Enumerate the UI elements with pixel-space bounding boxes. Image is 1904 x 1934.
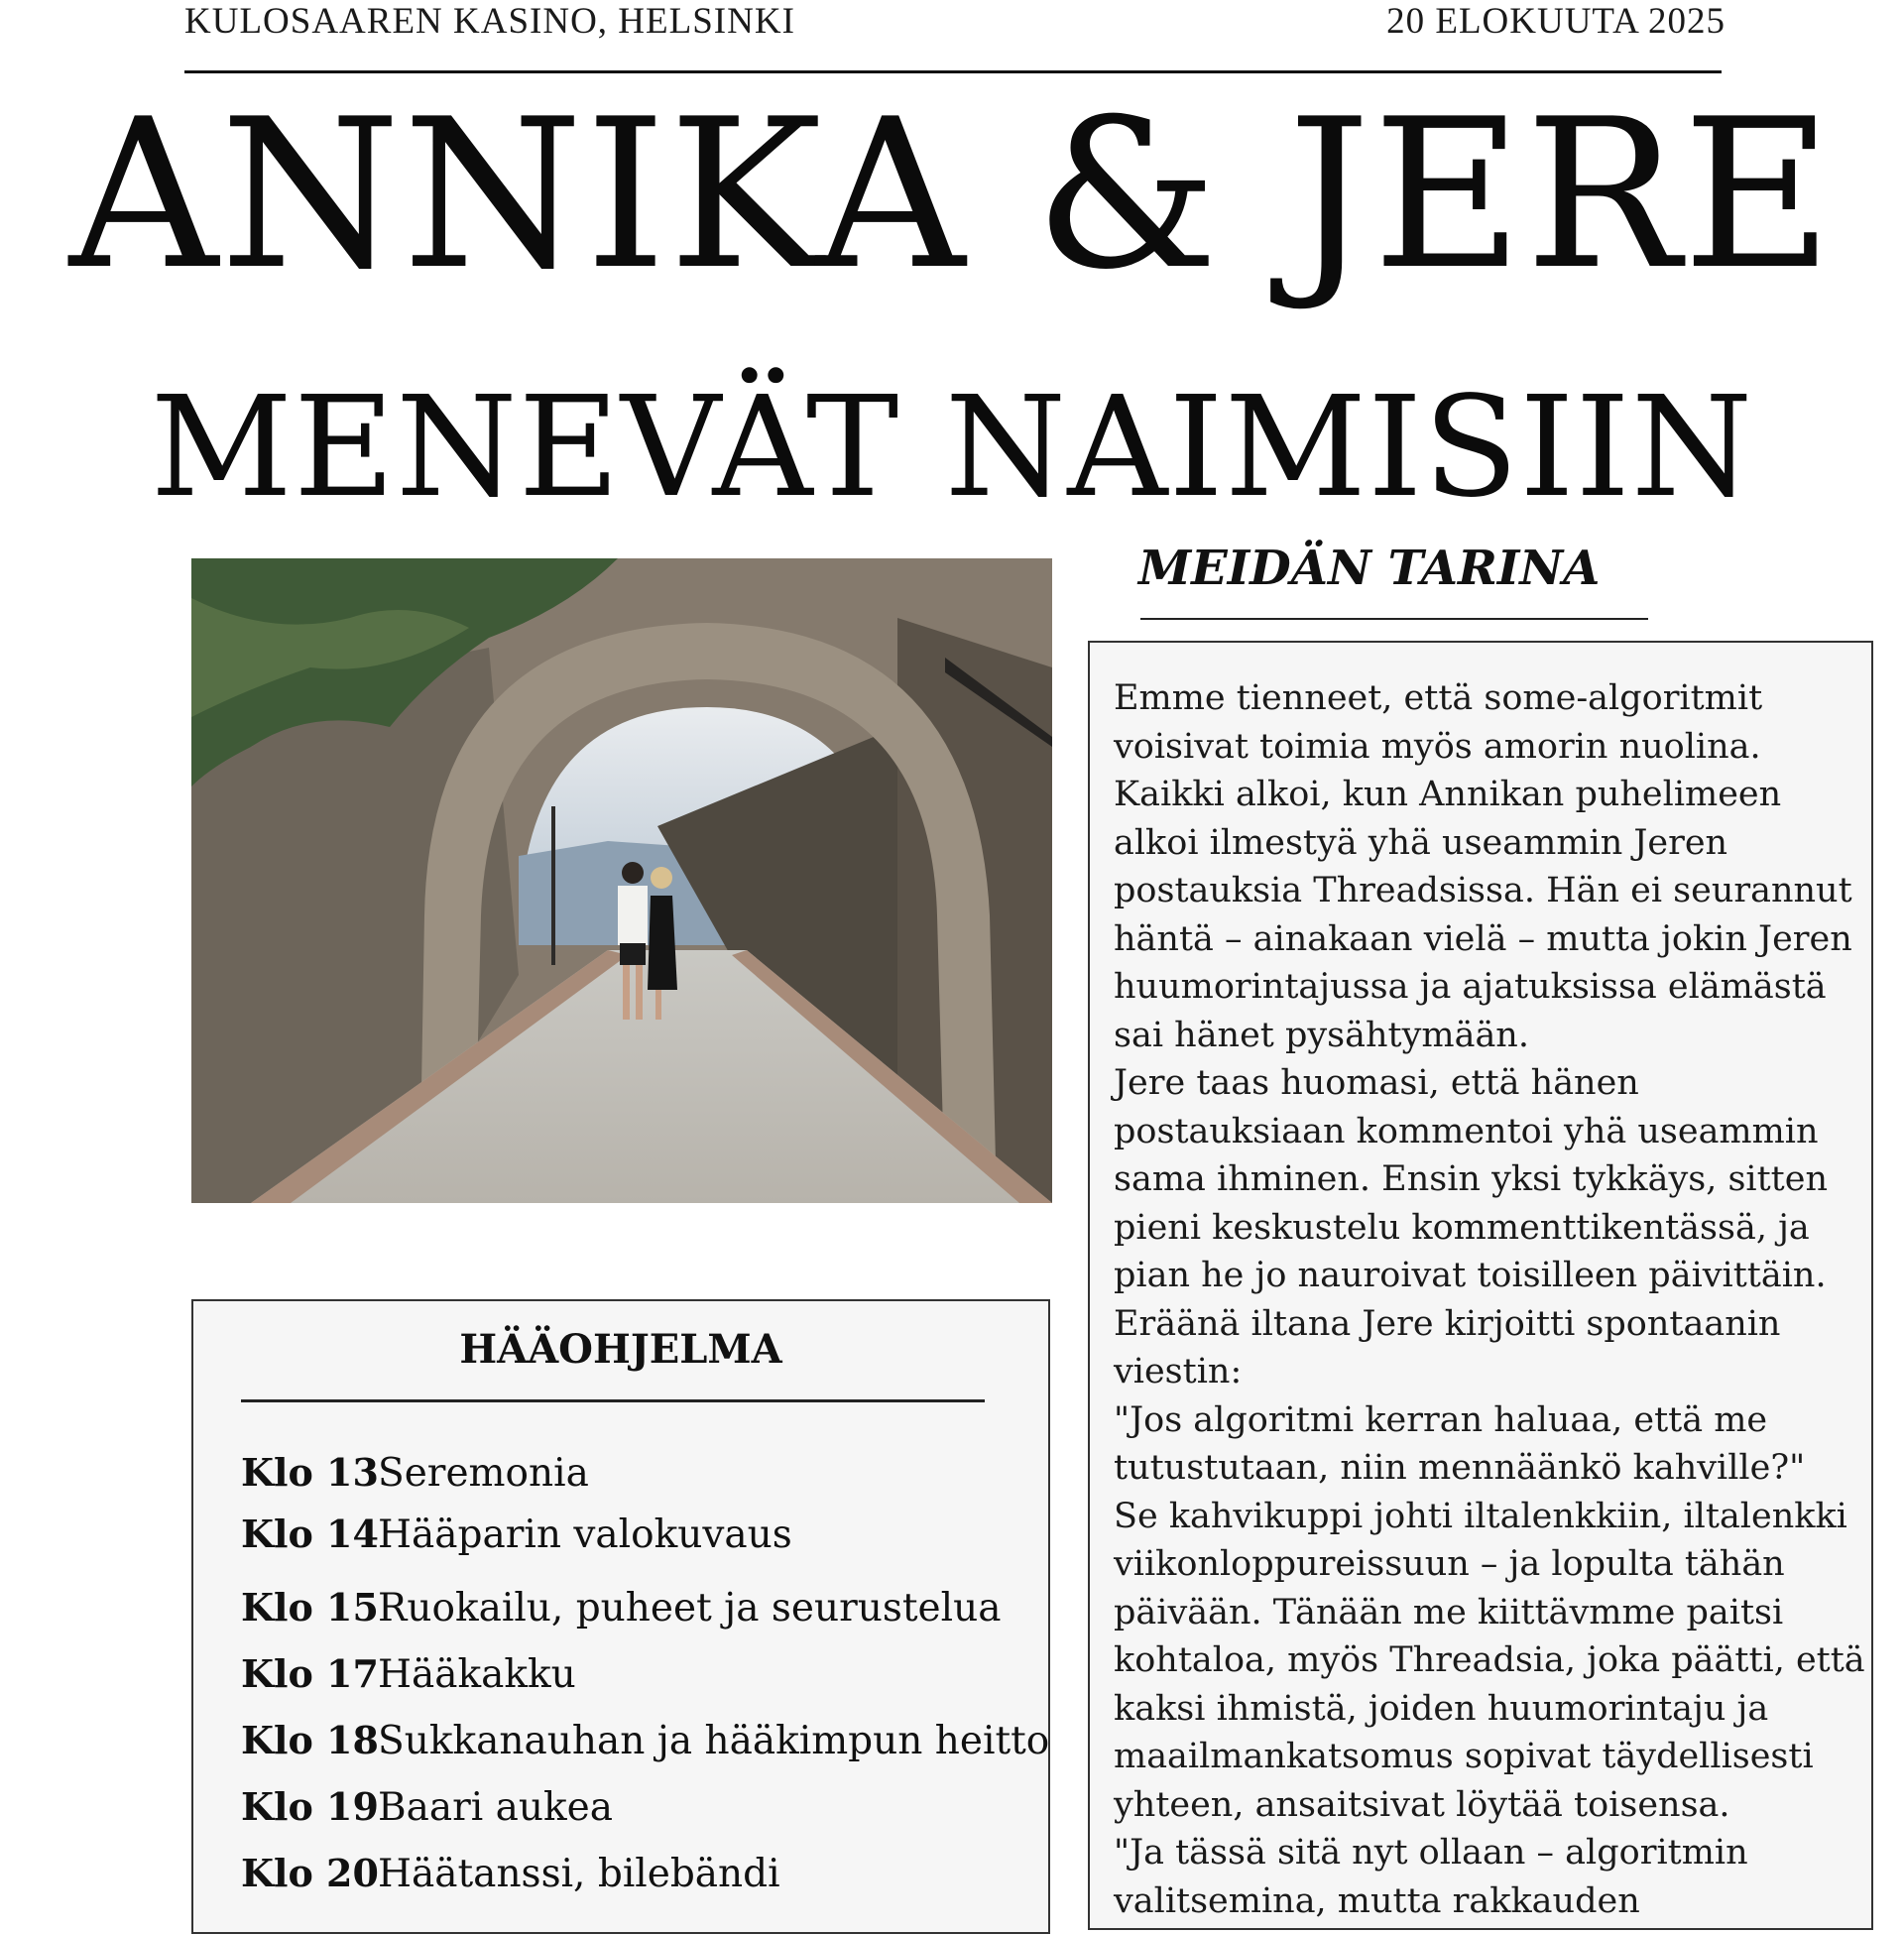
program-event: Häätanssi, bilebändi (378, 1852, 780, 1896)
top-divider (184, 70, 1722, 73)
program-event: Hääparin valokuvaus (378, 1512, 792, 1557)
program-time: Klo 13 (241, 1450, 379, 1495)
program-time: Klo 20 (241, 1851, 379, 1895)
story-paragraph: Eräänä iltana Jere kirjoitti spontaanin viestin: (1114, 1303, 1781, 1391)
story-text (1114, 674, 1867, 1925)
program-time: Klo 15 (241, 1585, 379, 1630)
couple-photo (191, 558, 1052, 1203)
headline-subtitle: MENEVÄT NAIMISIIN (150, 367, 1754, 529)
program-divider (241, 1399, 985, 1402)
program-item (241, 1511, 792, 1557)
venue-text: KULOSAAREN KASINO, HELSINKI (184, 1, 795, 42)
story-paragraph: Emme tienneet, että some-algoritmit voisivat toimia myös amorin nuolina. Kaikki alkoi, kun Annikan puhelimeen alkoi ilmestyä yhä useammin Jeren postauksia Threadsissa. Hän ei seurannut häntä – ainakaan vielä – mutta jokin Jeren huumorintajussa ja ajatuksissa elämästä sai hänet pysähtymään. (1114, 678, 1852, 1055)
program-event: Ruokailu, puheet ja seurustelua (378, 1586, 1002, 1631)
program-item (241, 1851, 780, 1896)
program-time: Klo 19 (241, 1784, 379, 1829)
program-item (241, 1784, 613, 1830)
story-divider (1140, 618, 1648, 620)
program-event: Baari aukea (378, 1785, 614, 1830)
program-event: Sukkanauhan ja hääkimpun heitto (378, 1719, 1050, 1763)
program-item (241, 1718, 1049, 1763)
story-paragraph: "Jos algoritmi kerran haluaa, että me tutustutaan, niin mennäänkö kahville?" (1114, 1399, 1806, 1488)
program-time: Klo 17 (241, 1651, 379, 1696)
program-time: Klo 14 (241, 1511, 379, 1556)
program-event: Seremonia (378, 1451, 589, 1496)
program-item (241, 1651, 576, 1697)
program-item (241, 1585, 1001, 1631)
program-title: HÄÄOHJELMA (459, 1326, 782, 1373)
headline-names: ANNIKA & JERE (68, 75, 1836, 315)
story-title: MEIDÄN TARINA (1138, 541, 1601, 596)
story-paragraph: Se kahvikuppi johti iltalenkkiin, iltalenkki viikonloppureissuun – ja lopulta tähän päivään. Tänään me kiittävmme paitsi kohtaloa, myös Threadsia, joka päätti, että kaksi ihmistä, joiden huumorintaju ja maailmankatsomus sopivat täydellisesti yhteen, ansaitsivat löytää toisensa. (1114, 1496, 1865, 1825)
program-event: Hääkakku (378, 1652, 576, 1697)
program-time: Klo 18 (241, 1718, 379, 1762)
story-paragraph: "Ja tässä sitä nyt ollaan – algoritmin valitsemina, mutta rakkauden (1114, 1833, 1748, 1921)
program-item (241, 1450, 589, 1496)
story-paragraph: Jere taas huomasi, että hänen postauksiaan kommentoi yhä useammin sama ihminen. Ensin yksi tykkäys, sitten pieni keskustelu kommenttikentässä, ja pian he jo nauroivat toisilleen päivittäin. (1114, 1063, 1828, 1295)
date-text: 20 ELOKUUTA 2025 (1386, 1, 1726, 42)
